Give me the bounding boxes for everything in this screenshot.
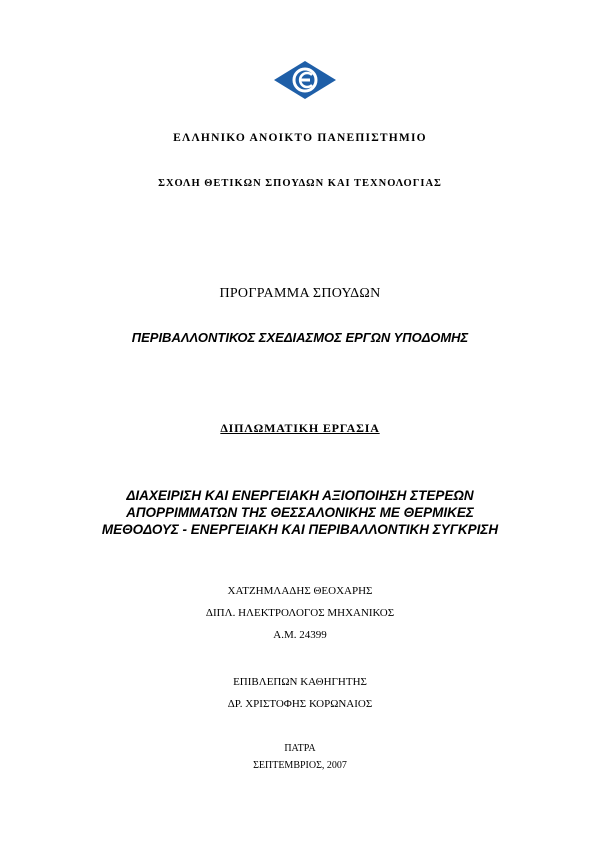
university-name: ΕΛΛΗΝΙΚΟ ΑΝΟΙΚΤΟ ΠΑΝΕΠΙΣΤΗΜΙΟ	[173, 132, 427, 144]
thesis-title-line: ΔΙΑΧΕΙΡΙΣΗ ΚΑΙ ΕΝΕΡΓΕΙΑΚΗ ΑΞΙΟΠΟΙΗΣΗ ΣΤΕΡΕΩΝ	[126, 488, 474, 503]
author-degree: ΔΙΠΛ. ΗΛΕΚΤΡΟΛΟΓΟΣ ΜΗΧΑΝΙΚΟΣ	[205, 607, 395, 619]
thesis-title	[0, 487, 600, 538]
supervisor-label: ΕΠΙΒΛΕΠΩΝ ΚΑΘΗΓΗΤΗΣ	[233, 676, 367, 688]
program-label: ΠΡΟΓΡΑΜΜΑ ΣΠΟΥΔΩΝ	[219, 286, 381, 301]
thesis-title-line: ΜΕΘΟΔΟΥΣ - ΕΝΕΡΓΕΙΑΚΗ ΚΑΙ ΠΕΡΙΒΑΛΛΟΝΤΙΚΗ ΣΥΓΚΡΙΣΗ	[101, 522, 499, 537]
date: ΣΕΠΤΕΜΒΡΙΟΣ, 2007	[253, 760, 347, 771]
school-name: ΣΧΟΛΗ ΘΕΤΙΚΩΝ ΣΠΟΥΔΩΝ ΚΑΙ ΤΕΧΝΟΛΟΓΙΑΣ	[158, 178, 442, 189]
thesis-title-line: ΑΠΟΡΡΙΜΜΑΤΩΝ ΤΗΣ ΘΕΣΣΑΛΟΝΙΚΗΣ ΜΕ ΘΕΡΜΙΚΕΣ	[126, 505, 474, 520]
program-name: ΠΕΡΙΒΑΛΛΟΝΤΙΚΟΣ ΣΧΕΔΙΑΣΜΟΣ ΕΡΓΩΝ ΥΠΟΔΟΜΗΣ	[131, 330, 469, 345]
registration-number: Α.Μ. 24399	[273, 629, 327, 641]
supervisor-name: ΔΡ. ΧΡΙΣΤΟΦΗΣ ΚΟΡΩΝΑΙΟΣ	[227, 698, 373, 710]
city: ΠΑΤΡΑ	[284, 743, 316, 754]
hellenic-open-university-logo-icon	[274, 61, 336, 99]
author-name: ΧΑΤΖΗΜΛΑΔΗΣ ΘΕΟΧΑΡΗΣ	[227, 585, 373, 597]
thesis-label: ΔΙΠΛΩΜΑΤΙΚΗ ΕΡΓΑΣΙΑ	[220, 421, 380, 435]
